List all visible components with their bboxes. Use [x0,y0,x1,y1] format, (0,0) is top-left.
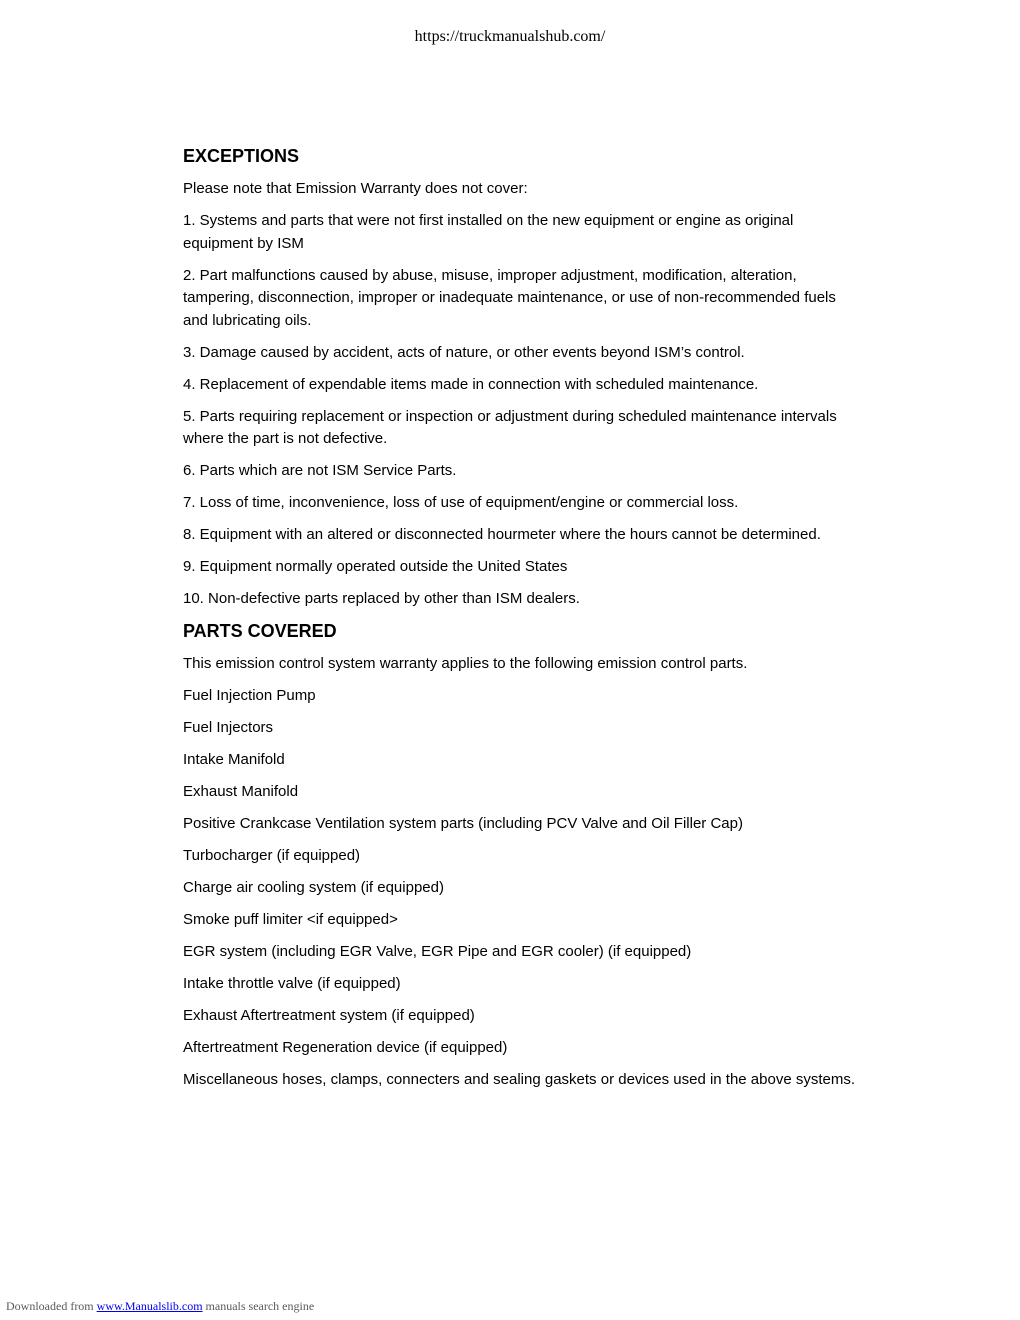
exceptions-heading: EXCEPTIONS [183,146,300,166]
exception-item: 8. Equipment with an altered or disconnected hourmeter where the hours cannot be determined. [183,526,821,543]
exception-item: 2. Part malfunctions caused by abuse, misuse, improper adjustment, modification, alteration, tampering, disconnection, improper or inadequate maintenance, or use of non-recommended fuels and lubricating oils. [183,266,836,329]
exception-item: 1. Systems and parts that were not first installed on the new equipment or engine as original equipment by ISM [183,212,794,252]
covered-part-item: Exhaust Aftertreatment system (if equipped) [183,1007,475,1024]
exceptions-intro: Please note that Emission Warranty does not cover: [183,180,528,197]
covered-part-item: Smoke puff limiter <if equipped> [183,911,398,928]
parts-covered-heading: PARTS COVERED [183,621,337,641]
covered-part-item: Turbocharger (if equipped) [183,847,361,864]
covered-part-item: Positive Crankcase Ventilation system parts (including PCV Valve and Oil Filler Cap) [183,815,743,832]
parts-covered-intro: This emission control system warranty applies to the following emission control parts. [183,655,748,672]
header-url: https://truckmanualshub.com/ [414,28,606,45]
covered-part-item: Intake Manifold [183,751,285,768]
covered-part-item: Fuel Injection Pump [183,687,316,704]
covered-part-item: Exhaust Manifold [183,783,299,800]
download-footer [6,1299,314,1314]
covered-part-item: Charge air cooling system (if equipped) [183,879,444,896]
covered-part-item: EGR system (including EGR Valve, EGR Pipe and EGR cooler) (if equipped) [183,943,692,960]
manualslib-link[interactable]: www.Manualslib.com [96,1299,203,1313]
footer-prefix: Downloaded from [6,1299,97,1313]
exception-item: 6. Parts which are not ISM Service Parts. [183,462,457,479]
covered-part-item: Fuel Injectors [183,719,274,736]
document-body [183,145,863,1101]
covered-part-item: Aftertreatment Regeneration device (if equipped) [183,1039,508,1056]
exception-item: 3. Damage caused by accident, acts of nature, or other events beyond ISM’s control. [183,343,745,361]
covered-part-item: Miscellaneous hoses, clamps, connecters and sealing gaskets or devices used in the above systems. [183,1071,856,1088]
footer-suffix: manuals search engine [202,1299,315,1313]
exception-item: 10. Non-defective parts replaced by other than ISM dealers. [183,590,580,607]
exception-item: 5. Parts requiring replacement or inspection or adjustment during scheduled maintenance intervals where the part is not defective. [183,407,837,447]
exception-item: 4. Replacement of expendable items made in connection with scheduled maintenance. [183,375,759,393]
covered-part-item: Intake throttle valve (if equipped) [183,975,401,992]
exception-item: 9. Equipment normally operated outside the United States [183,558,568,575]
exception-item: 7. Loss of time, inconvenience, loss of use of equipment/engine or commercial loss. [183,494,739,511]
